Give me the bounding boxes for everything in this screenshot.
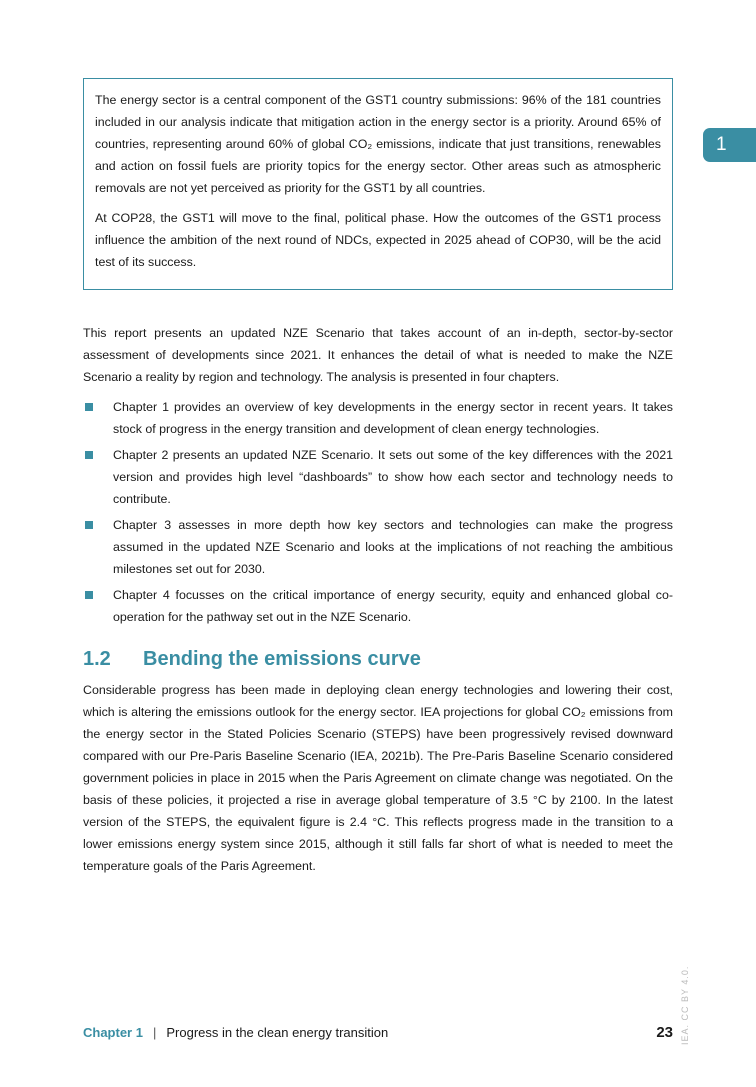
section-body: Considerable progress has been made in deploying clean energy technologies and lowering their cost, which is altering the emissions outlook for the energy sector. IEA projections for global CO₂ emissions from the energy sector in the Stated Policies Scenario (STEPS) have been progressively revised downward compared with our Pre-Paris Baseline Scenario (IEA, 2021b). The Pre-Paris Baseline Scenario considered government policies in place in 2015 when the Paris Agreement on climate change was negotiated. On the basis of these policies, it projected a rise in average global temperature of 3.5 °C by 2100. In the latest version of the STEPS, the equivalent figure is 2.4 °C. This reflects progress made in the transition to a lower emissions energy system since 2015, although it still falls far short of what is needed to meet the temperature goals of the Paris Agreement.: [83, 683, 673, 873]
bullet-icon: [85, 591, 93, 599]
page-footer: [83, 1024, 673, 1041]
page-number: 23: [656, 1024, 673, 1041]
summary-box: [83, 78, 673, 290]
list-item: [83, 584, 673, 628]
box-paragraph: The energy sector is a central component of the GST1 country submissions: 96% of the 181 countries included in our analysis indicate that mitigation action in the energy sector is a priority. Around 65% of countries, representing around 60% of global CO₂ emissions, indicate that just transitions, renewables and action on fossil fuels are priority topics for the energy sector. Other areas such as atmospheric removals are not yet perceived as priority for the GST1 by all countries.: [95, 93, 661, 195]
section-heading: [83, 648, 673, 671]
section-number: 1.2: [83, 648, 111, 670]
list-item-text: Chapter 4 focusses on the critical importance of energy security, equity and enhanced global co-operation for the pathway set out in the NZE Scenario.: [113, 588, 673, 624]
list-item-text: Chapter 3 assesses in more depth how key sectors and technologies can make the progress assumed in the updated NZE Scenario and looks at the implications of not reaching the ambitious milestones set out for 2030.: [113, 518, 673, 576]
chapter-tab: 1: [703, 128, 756, 162]
chapter-list: [83, 396, 673, 628]
footer-separator: |: [152, 1025, 157, 1040]
main-content: [83, 322, 673, 885]
list-item-text: Chapter 1 provides an overview of key developments in the energy sector in recent years. It takes stock of progress in the energy transition and development of clean energy technologies.: [113, 400, 673, 436]
intro-paragraph: This report presents an updated NZE Scenario that takes account of an in-depth, sector-by-sector assessment of developments since 2021. It enhances the detail of what is needed to make the NZE Scenario a reality by region and technology. The analysis is presented in four chapters.: [83, 326, 673, 384]
list-item: [83, 396, 673, 440]
footer-chapter: Chapter 1: [83, 1025, 143, 1040]
bullet-icon: [85, 521, 93, 529]
list-item: [83, 444, 673, 510]
license-note: IEA. CC BY 4.0.: [680, 965, 690, 1045]
bullet-icon: [85, 403, 93, 411]
box-paragraph: At COP28, the GST1 will move to the final, political phase. How the outcomes of the GST1 process influence the ambition of the next round of NDCs, expected in 2025 ahead of COP30, will be the acid test of its success.: [95, 211, 661, 269]
footer-title: Progress in the clean energy transition: [166, 1025, 389, 1040]
list-item-text: Chapter 2 presents an updated NZE Scenario. It sets out some of the key differences with the 2021 version and provides high level “dashboards” to show how each sector and technology needs to contribute.: [113, 448, 673, 506]
bullet-icon: [85, 451, 93, 459]
list-item: [83, 514, 673, 580]
section-title: Bending the emissions curve: [143, 648, 421, 670]
